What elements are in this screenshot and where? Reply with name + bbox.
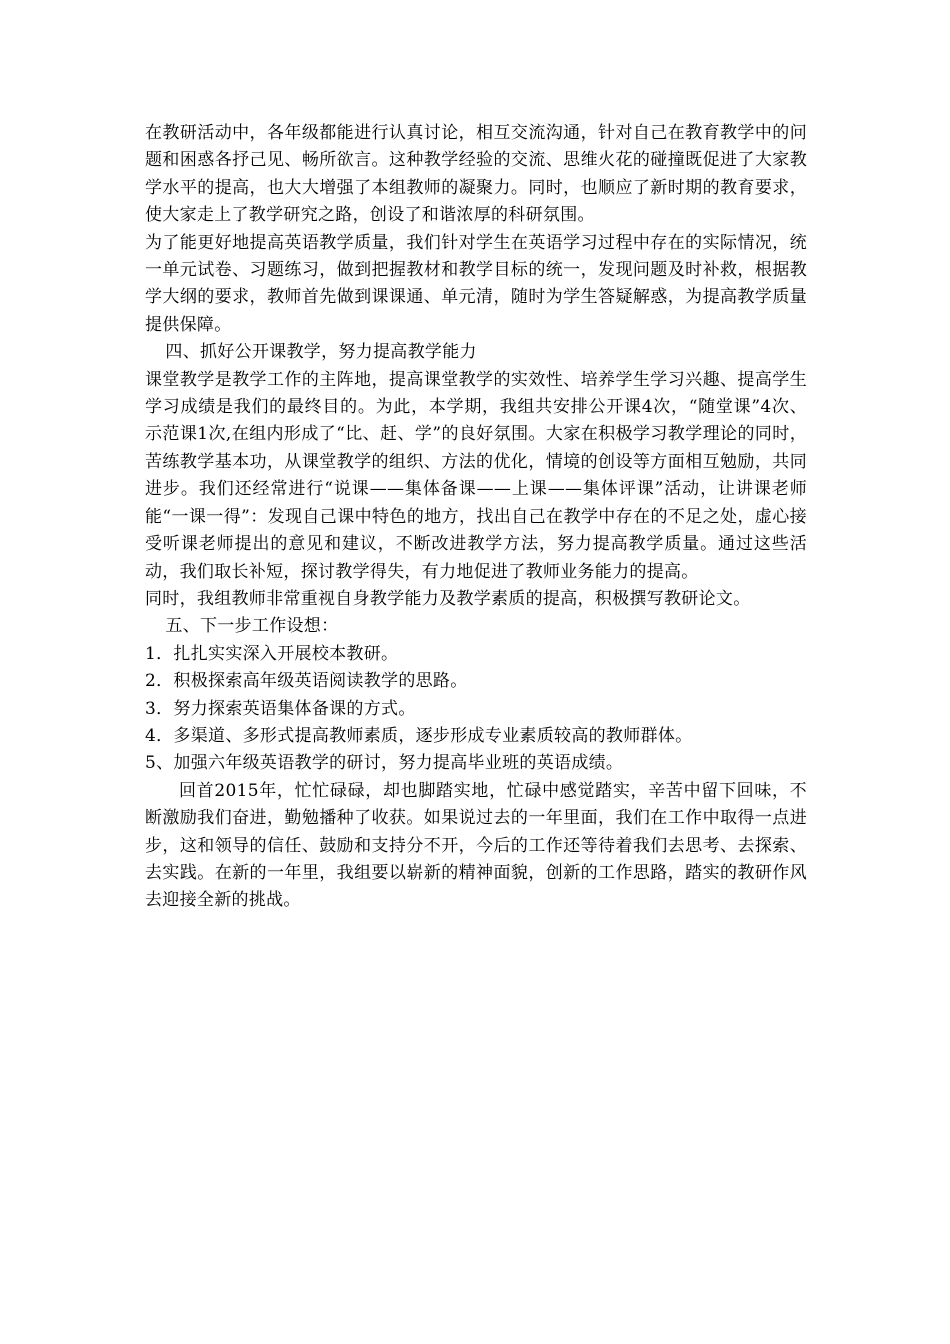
- paragraph-teacher-papers: 同时，我组教师非常重视自身教学能力及教学素质的提高，积极撰写教研论文。: [145, 588, 751, 609]
- document-body: [145, 120, 807, 915]
- section-heading-four: 四、抓好公开课教学，努力提高教学能力: [165, 342, 477, 363]
- paragraph-classroom-teaching: 课堂教学是教学工作的主阵地，提高课堂教学的实效性、培养学生学习兴趣、提高学生学习成绩是我们的最终目的。为此，本学期，我组共安排公开课4次，“随堂课”4次、示范课1次,在组内形成了“比、赶、学”的良好氛围。大家在积极学习教学理论的同时，苦练教学基本功，从课堂教学的组织、方法的优化，情境的创设等方面相互勉励，共同进步。我们还经常进行“说课——集体备课——上课——集体评课”活动，让讲课老师能“一课一得”：发现自己课中特色的地方，找出自己在教学中存在的不足之处，虚心接受听课老师提出的意见和建议，不断改进教学方法，努力提高教学质量。通过这些活动，我们取长补短，探讨教学得失，有力地促进了教师业务能力的提高。: [145, 369, 807, 582]
- list-item: 1．扎扎实实深入开展校本教研。: [145, 643, 399, 664]
- paragraph-teaching-quality: 为了能更好地提高英语教学质量，我们针对学生在英语学习过程中存在的实际情况，统一单元试卷、习题练习，做到把握教材和教学目标的统一，发现问题及时补救，根据教学大纲的要求，教师首先做到课课通、单元清，随时为学生答疑解惑，为提高教学质量提供保障。: [145, 232, 807, 335]
- section-heading-five: 五、下一步工作设想：: [165, 616, 339, 637]
- paragraph-research-activities: 在教研活动中，各年级都能进行认真讨论，相互交流沟通，针对自己在教育教学中的问题和困惑各抒己见、畅所欲言。这种教学经验的交流、思维火花的碰撞既促进了大家教学水平的提高，也大大增强了本组教师的凝聚力。同时，也顺应了新时期的教育要求，使大家走上了教学研究之路，创设了和谐浓厚的科研氛围。: [145, 123, 807, 226]
- paragraph-conclusion: 回首2015年，忙忙碌碌，却也脚踏实地，忙碌中感觉踏实，辛苦中留下回味，不断激励我们奋进，勤勉播种了收获。如果说过去的一年里面，我们在工作中取得一点进步，这和领导的信任、鼓励和支持分不开，今后的工作还等待着我们去思考、去探索、去实践。在新的一年里，我组要以崭新的精神面貌，创新的工作思路，踏实的教研作风去迎接全新的挑战。: [145, 780, 807, 911]
- list-item: 4．多渠道、多形式提高教师素质，逐步形成专业素质较高的教师群体。: [145, 725, 693, 746]
- list-item: 5、加强六年级英语教学的研讨，努力提高毕业班的英语成绩。: [145, 753, 624, 774]
- list-item: 2．积极探索高年级英语阅读教学的思路。: [145, 671, 468, 692]
- list-item: 3．努力探索英语集体备课的方式。: [145, 698, 416, 719]
